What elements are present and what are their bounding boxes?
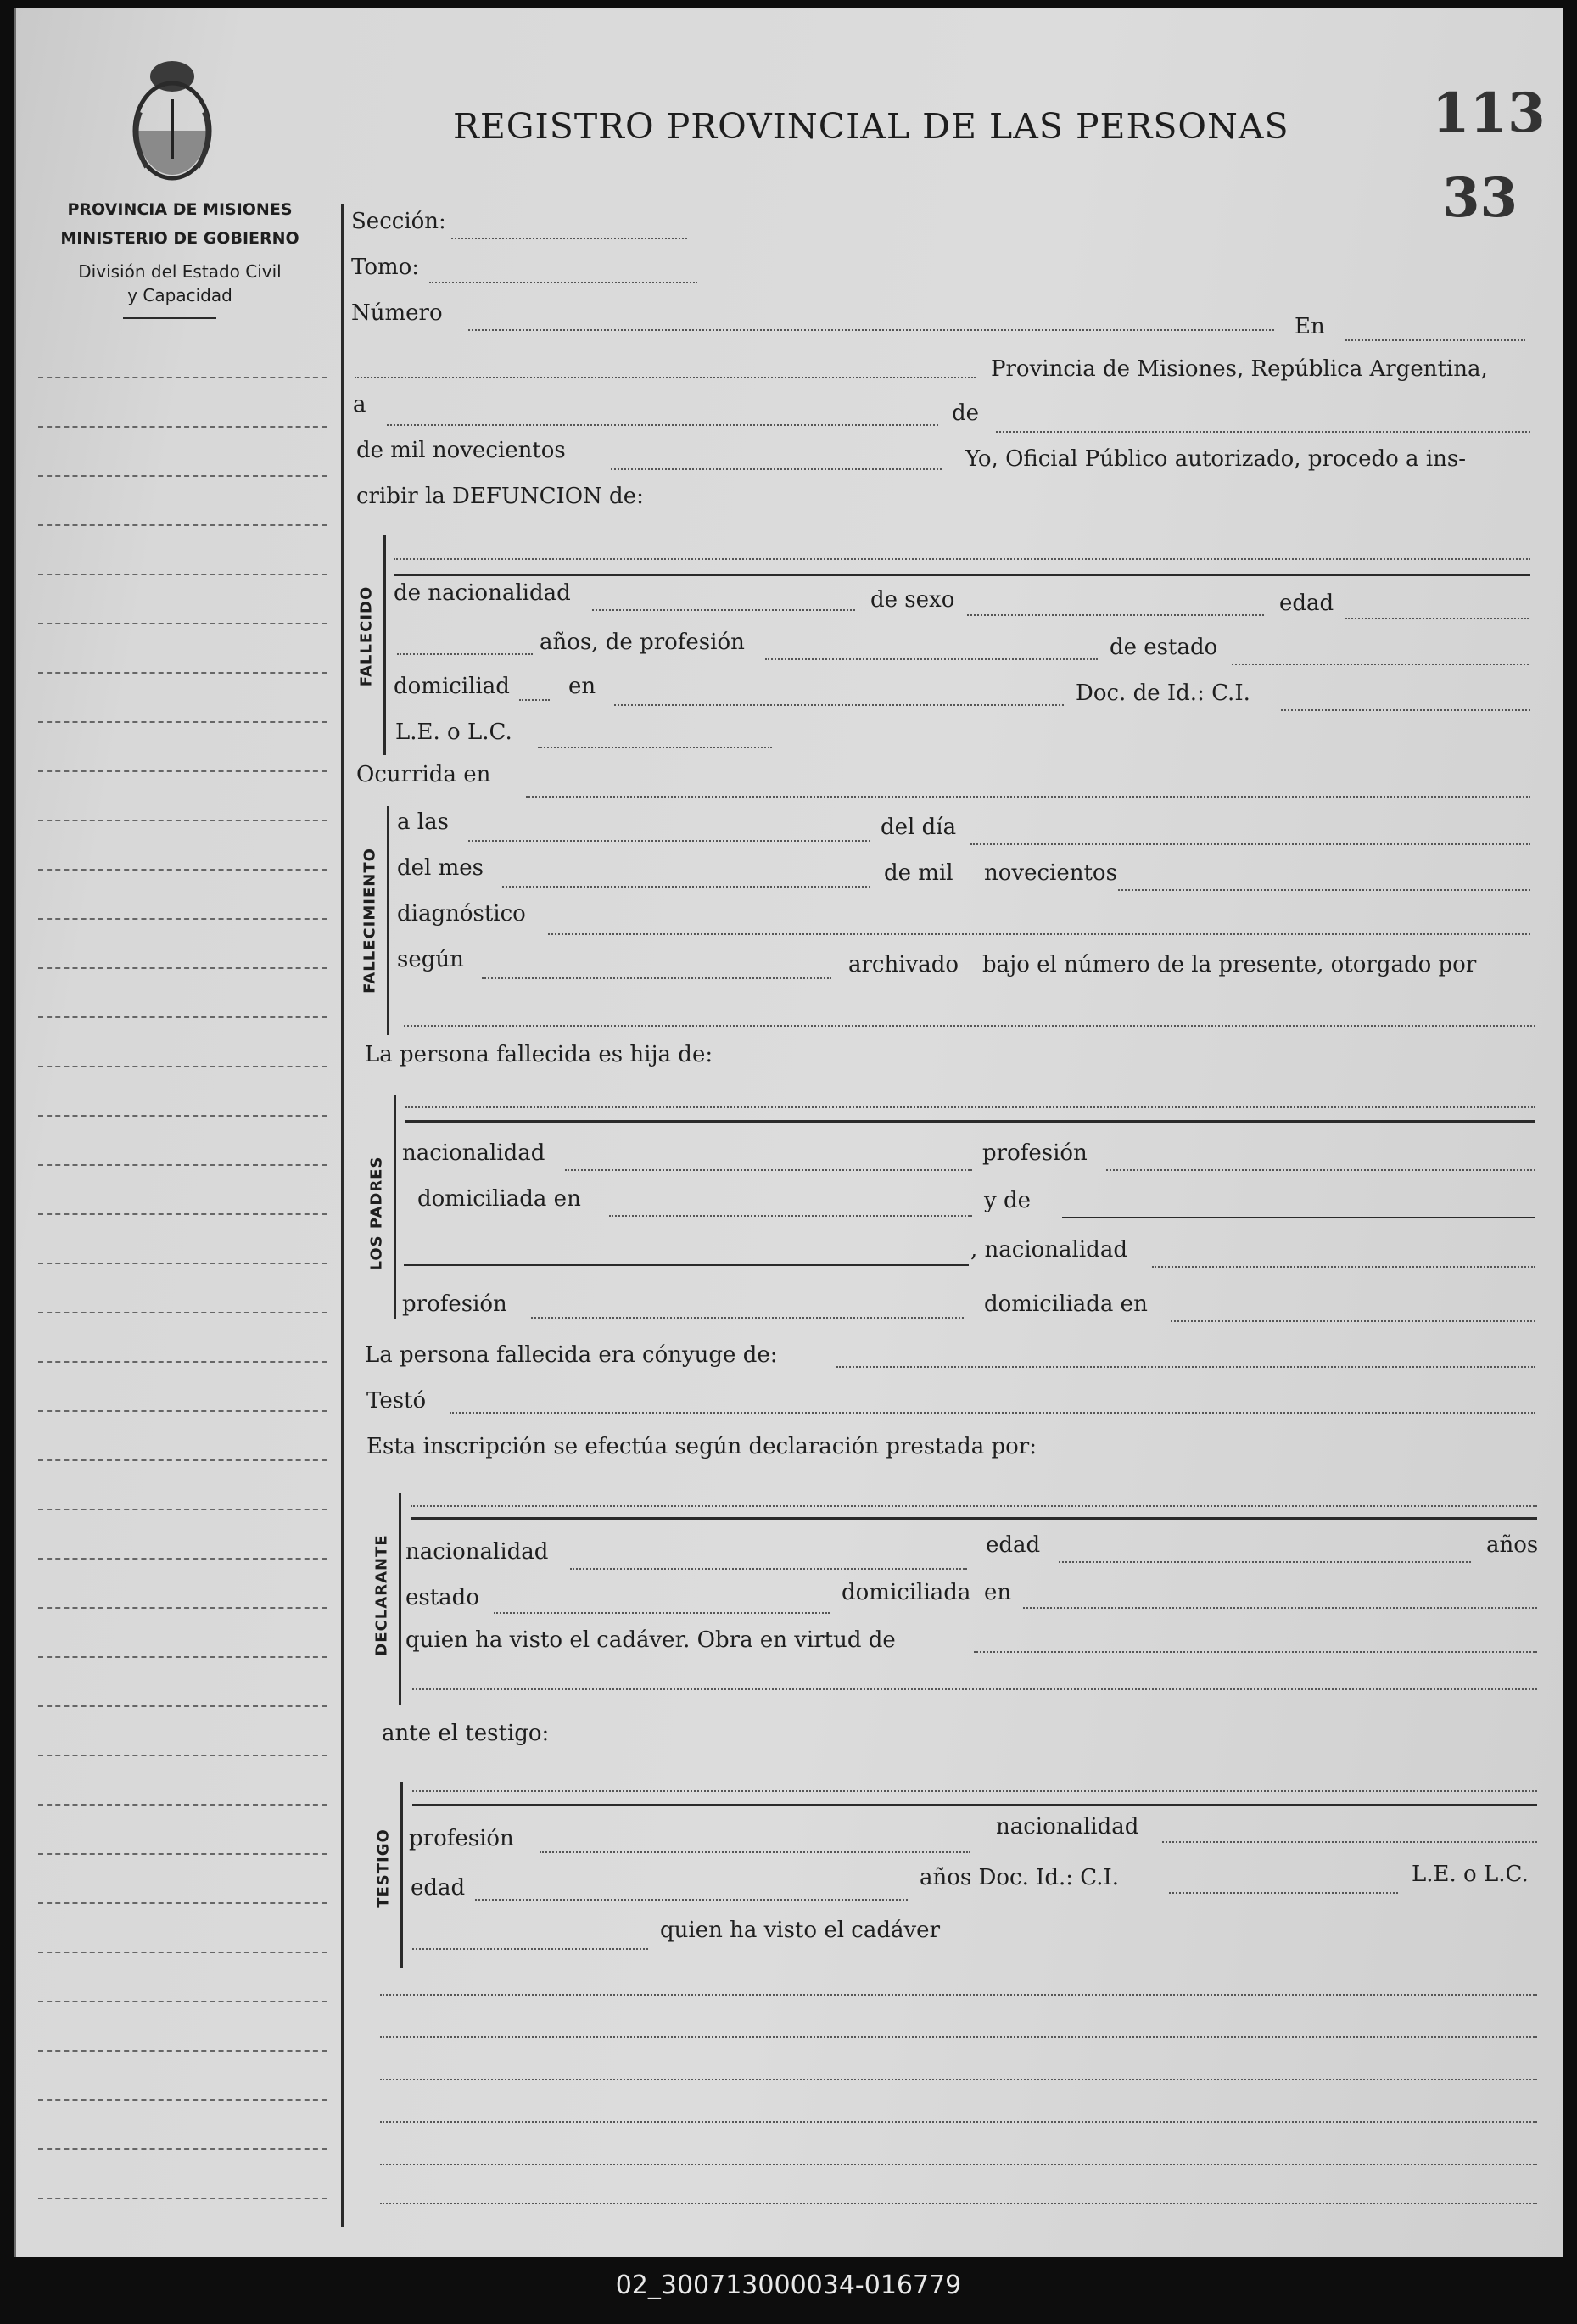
padres-top-rule: [405, 1120, 1535, 1123]
label-tomo: Tomo:: [351, 255, 420, 280]
label-edad: edad: [1279, 591, 1334, 616]
notes-line[interactable]: [380, 1994, 1537, 1996]
field-testigo-profesion[interactable]: [540, 1851, 970, 1853]
declarante-label: DECLARANTE: [372, 1534, 391, 1656]
label-a: a: [353, 392, 366, 417]
field-le-lc[interactable]: [538, 747, 772, 748]
notes-line[interactable]: [380, 2164, 1537, 2165]
label-a-las: a las: [397, 809, 449, 835]
fallecimiento-label: FALLECIMIENTO: [361, 848, 379, 994]
label-declarante-en: en: [984, 1580, 1012, 1605]
label-diagnostico: diagnóstico: [397, 901, 526, 927]
label-y-de: y de: [984, 1188, 1031, 1213]
field-obra-continuacion[interactable]: [412, 1688, 1537, 1690]
field-edad[interactable]: [1345, 618, 1529, 619]
field-declarante-nacionalidad[interactable]: [570, 1568, 967, 1570]
testigo-top-rule: [412, 1804, 1537, 1806]
field-mil[interactable]: [611, 468, 942, 470]
field-ci[interactable]: [1281, 709, 1530, 711]
field-novecientos[interactable]: [1118, 889, 1530, 891]
fallecimiento-bracket: [387, 806, 389, 1035]
field-nacionalidad[interactable]: [592, 609, 855, 611]
label-provincia: Provincia de Misiones, República Argentina,: [991, 356, 1488, 382]
field-de[interactable]: [996, 431, 1530, 433]
field-madre[interactable]: [1062, 1217, 1535, 1218]
label-yo: Yo, Oficial Público autorizado, procedo a ins-: [965, 446, 1467, 472]
field-declarante-domicilio[interactable]: [1023, 1607, 1537, 1609]
label-declarante-anos: años: [1486, 1532, 1539, 1558]
field-madre-domicilio[interactable]: [1171, 1320, 1535, 1322]
label-padre-nacionalidad: nacionalidad: [402, 1140, 545, 1166]
notes-line[interactable]: [380, 2036, 1537, 2038]
field-domiciliad-suffix[interactable]: [519, 699, 550, 701]
label-bajo: bajo el número de la presente, otorgado por: [982, 952, 1477, 977]
field-segun[interactable]: [482, 977, 831, 979]
label-testigo-profesion: profesión: [409, 1826, 514, 1851]
org-line-1: PROVINCIA DE MISIONES: [67, 200, 293, 219]
field-testo[interactable]: [450, 1412, 1535, 1414]
field-ocurrida[interactable]: [526, 796, 1530, 798]
label-ocurrida: Ocurrida en: [356, 762, 491, 787]
field-del-mes[interactable]: [502, 886, 870, 888]
field-testigo-ci[interactable]: [1169, 1892, 1398, 1894]
field-padre-domicilio[interactable]: [609, 1215, 972, 1217]
field-nombre-fallecido[interactable]: [394, 558, 1530, 560]
field-estado[interactable]: [1232, 664, 1529, 665]
field-padre-nacionalidad[interactable]: [565, 1169, 972, 1171]
label-en: En: [1295, 314, 1325, 339]
label-declarante-domiciliada: domiciliada: [842, 1580, 971, 1605]
label-mil: de mil novecientos: [356, 438, 566, 463]
label-testo: Testó: [366, 1388, 427, 1414]
testigo-label: TESTIGO: [374, 1828, 393, 1908]
field-lugar[interactable]: [355, 377, 976, 378]
label-declarante-quien: quien ha visto el cadáver. Obra en virtud de: [405, 1627, 896, 1653]
field-anos[interactable]: [397, 653, 533, 655]
notes-line[interactable]: [380, 2121, 1537, 2123]
label-de-mil: de mil: [884, 860, 953, 886]
org-line-2: MINISTERIO DE GOBIERNO: [60, 229, 299, 248]
field-a[interactable]: [387, 424, 938, 426]
field-del-dia[interactable]: [970, 843, 1530, 845]
label-madre-domiciliada: domiciliada en: [984, 1291, 1148, 1317]
testigo-bracket: [400, 1782, 403, 1968]
label-madre-nacionalidad: , nacionalidad: [970, 1237, 1127, 1263]
org-line-3: División del Estado Civil: [78, 261, 282, 282]
label-declarante-estado: estado: [405, 1585, 479, 1610]
field-conyuge[interactable]: [836, 1366, 1535, 1368]
label-domiciliad: domiciliad: [394, 674, 510, 699]
label-numero: Número: [351, 300, 443, 326]
folio-number-top: 113: [1432, 81, 1546, 145]
field-padre-profesion[interactable]: [1106, 1169, 1535, 1171]
label-declarante-edad: edad: [986, 1532, 1041, 1558]
page-title: REGISTRO PROVINCIAL DE LAS PERSONAS: [453, 106, 1289, 147]
field-tomo[interactable]: [429, 282, 697, 283]
padres-label: LOS PADRES: [367, 1156, 386, 1271]
label-sexo: de sexo: [870, 587, 955, 613]
label-testigo-anos-doc: años Doc. Id.: C.I.: [920, 1865, 1120, 1890]
field-testigo-nacionalidad[interactable]: [1162, 1841, 1537, 1843]
field-padre[interactable]: [405, 1106, 1535, 1108]
label-segun: según: [397, 947, 464, 972]
field-madre-profesion[interactable]: [531, 1317, 964, 1319]
label-anos-profesion: años, de profesión: [540, 630, 745, 655]
field-domicilio[interactable]: [614, 704, 1064, 706]
fallecido-label: FALLECIDO: [357, 585, 376, 687]
field-madre-continuacion[interactable]: [404, 1264, 969, 1266]
field-otorgado[interactable]: [404, 1025, 1535, 1027]
label-del-dia: del día: [881, 815, 957, 840]
label-estado: de estado: [1110, 635, 1218, 660]
field-declarante-edad[interactable]: [1059, 1561, 1471, 1563]
field-testigo-le-lc[interactable]: [412, 1948, 648, 1950]
fallecido-bracket: [383, 535, 386, 755]
field-declarante-estado[interactable]: [494, 1612, 830, 1614]
label-seccion: Sección:: [351, 209, 446, 234]
label-del-mes: del mes: [397, 855, 484, 881]
org-underline: [123, 317, 216, 319]
label-testigo-le-lc: L.E. o L.C.: [1412, 1862, 1529, 1887]
label-nacionalidad: de nacionalidad: [394, 580, 571, 606]
label-novecientos: novecientos: [984, 860, 1117, 886]
label-en-domicilio: en: [568, 674, 596, 699]
label-testigo-quien: quien ha visto el cadáver: [660, 1918, 941, 1943]
label-conyuge: La persona fallecida era cónyuge de:: [365, 1342, 778, 1368]
field-en[interactable]: [1345, 339, 1525, 341]
label-hija-de: La persona fallecida es hija de:: [365, 1042, 713, 1067]
scan-identifier: 02_300713000034-016779: [615, 2271, 962, 2300]
label-archivado: archivado: [848, 952, 959, 977]
padres-bracket: [394, 1095, 396, 1319]
field-profesion[interactable]: [765, 658, 1098, 660]
label-le-lc: L.E. o L.C.: [395, 720, 512, 745]
declarante-bracket: [399, 1493, 401, 1705]
fallecido-top-rule: [394, 574, 1530, 576]
label-declarante-nacionalidad: nacionalidad: [405, 1539, 549, 1565]
field-testigo-edad[interactable]: [475, 1899, 908, 1901]
label-padre-profesion: profesión: [982, 1140, 1088, 1166]
label-cribir: cribir la DEFUNCION de:: [356, 484, 644, 509]
declarante-top-rule: [411, 1517, 1537, 1520]
folio-number-bottom: 33: [1442, 166, 1518, 230]
field-numero[interactable]: [468, 329, 1274, 331]
field-madre-nacionalidad[interactable]: [1152, 1266, 1535, 1268]
field-testigo[interactable]: [412, 1790, 1537, 1792]
label-ante-testigo: ante el testigo:: [382, 1721, 550, 1746]
label-inscripcion: Esta inscripción se efectúa según declaración prestada por:: [366, 1434, 1037, 1459]
notes-line[interactable]: [380, 2203, 1537, 2204]
label-testigo-nacionalidad: nacionalidad: [996, 1814, 1139, 1840]
field-declarante[interactable]: [411, 1505, 1537, 1507]
label-madre-profesion: profesión: [402, 1291, 507, 1317]
notes-line[interactable]: [380, 2079, 1537, 2080]
field-a-las[interactable]: [468, 840, 870, 842]
field-obra-en-virtud[interactable]: [974, 1651, 1537, 1653]
org-line-4: y Capacidad: [127, 285, 232, 305]
label-doc: Doc. de Id.: C.I.: [1076, 680, 1250, 706]
field-diagnostico[interactable]: [548, 933, 1530, 935]
label-padre-domiciliada: domiciliada en: [417, 1186, 581, 1212]
coat-of-arms-icon: [121, 53, 223, 188]
field-seccion[interactable]: [451, 238, 687, 239]
label-de: de: [952, 400, 980, 426]
main-vertical-rule: [341, 204, 344, 2227]
field-sexo[interactable]: [967, 614, 1264, 616]
label-testigo-edad: edad: [411, 1875, 466, 1901]
